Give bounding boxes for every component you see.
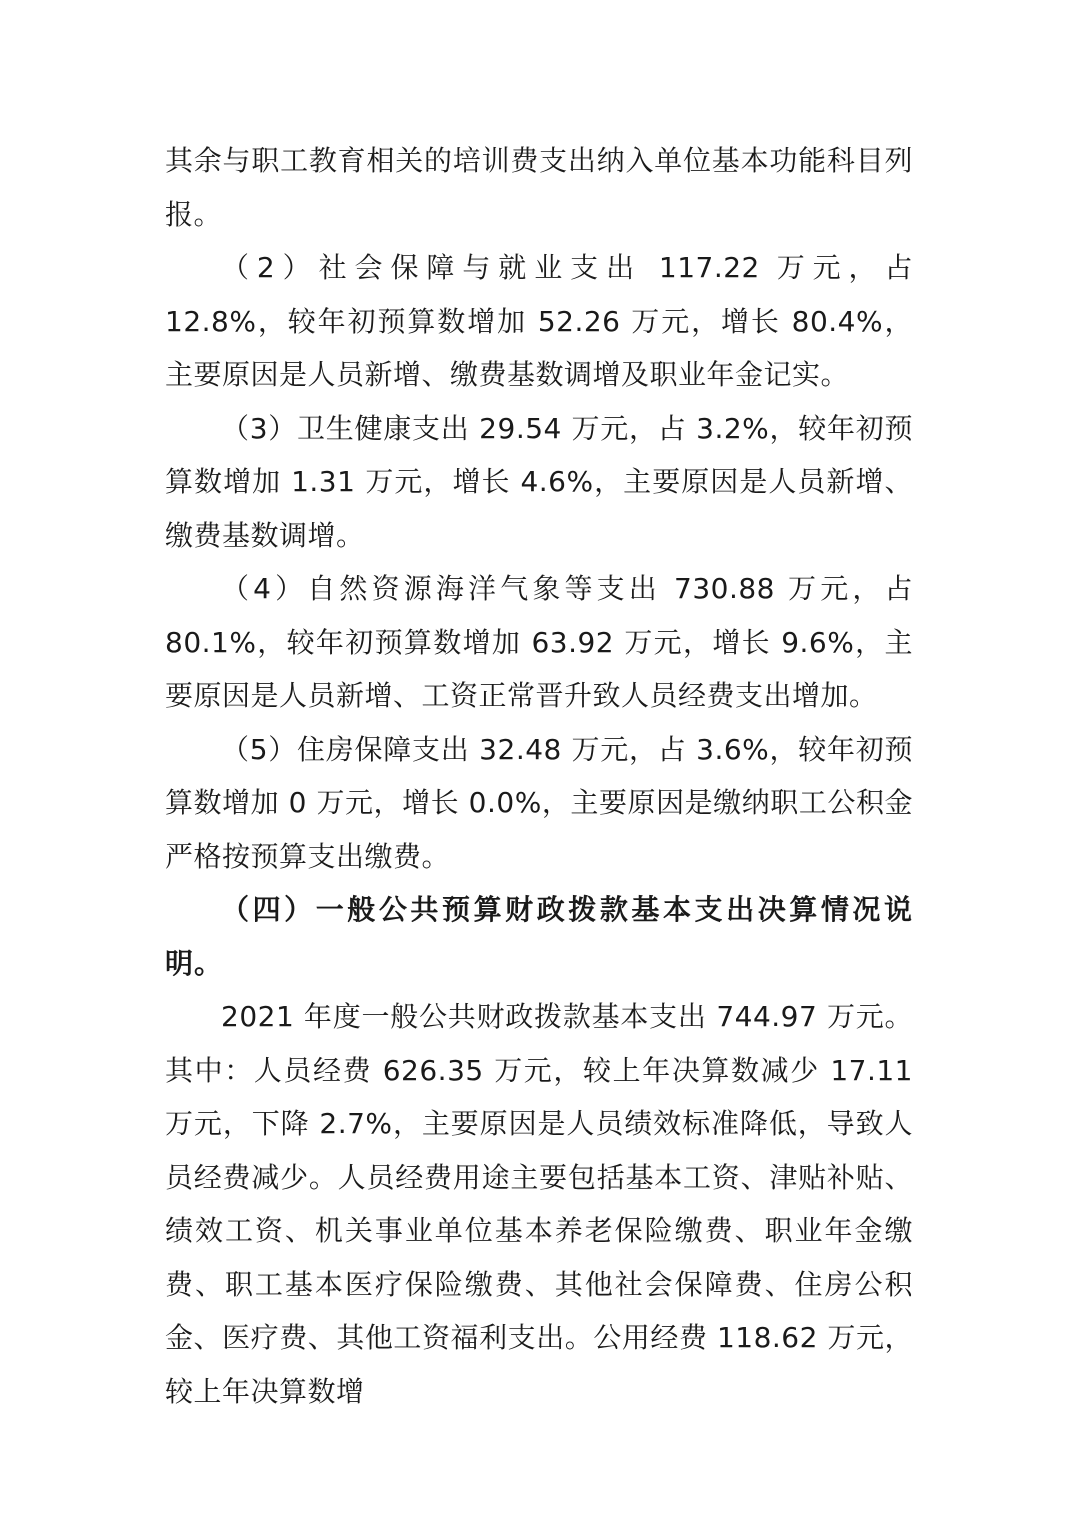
section-heading: （四）一般公共预算财政拨款基本支出决算情况说明。 xyxy=(165,893,913,980)
paragraph-housing: （5）住房保障支出 32.48 万元，占 3.6%，较年初预算数增加 0 万元，增长 0.0%，主要原因是缴纳职工公积金严格按预算支出缴费。 xyxy=(165,732,913,873)
paragraph-health: （3）卫生健康支出 29.54 万元，占 3.2%，较年初预算数增加 1.31 万元，增长 4.6%，主要原因是人员新增、缴费基数调增。 xyxy=(165,411,913,552)
paragraph-social-security: （2）社会保障与就业支出 117.22 万元，占 12.8%，较年初预算数增加 52.26 万元，增长 80.4%，主要原因是人员新增、缴费基数调增及职业年金记实。 xyxy=(165,251,913,391)
paragraph-natural-resources: （4）自然资源海洋气象等支出 730.88 万元，占 80.1%，较年初预算数增加 63.92 万元，增长 9.6%，主要原因是人员新增、工资正常晋升致人员经费支出增加。 xyxy=(165,572,913,712)
document-body xyxy=(165,134,913,1418)
paragraph-continuation: 其余与职工教育相关的培训费支出纳入单位基本功能科目列报。 xyxy=(165,144,913,231)
paragraph-basic-expenditure: 2021 年度一般公共财政拨款基本支出 744.97 万元。其中：人员经费 626.35 万元，较上年决算数减少 17.11 万元，下降 2.7%，主要原因是人员绩效标准降低，导致人员经费减少。人员经费用途主要包括基本工资、津贴补贴、绩效工资、机关事业单位基本养老保险缴费、职业年金缴费、职工基本医疗保险缴费、其他社会保障费、住房公积金、医疗费、其他工资福利支出。公用经费 118.62 万元，较上年决算数增 xyxy=(165,1000,913,1408)
